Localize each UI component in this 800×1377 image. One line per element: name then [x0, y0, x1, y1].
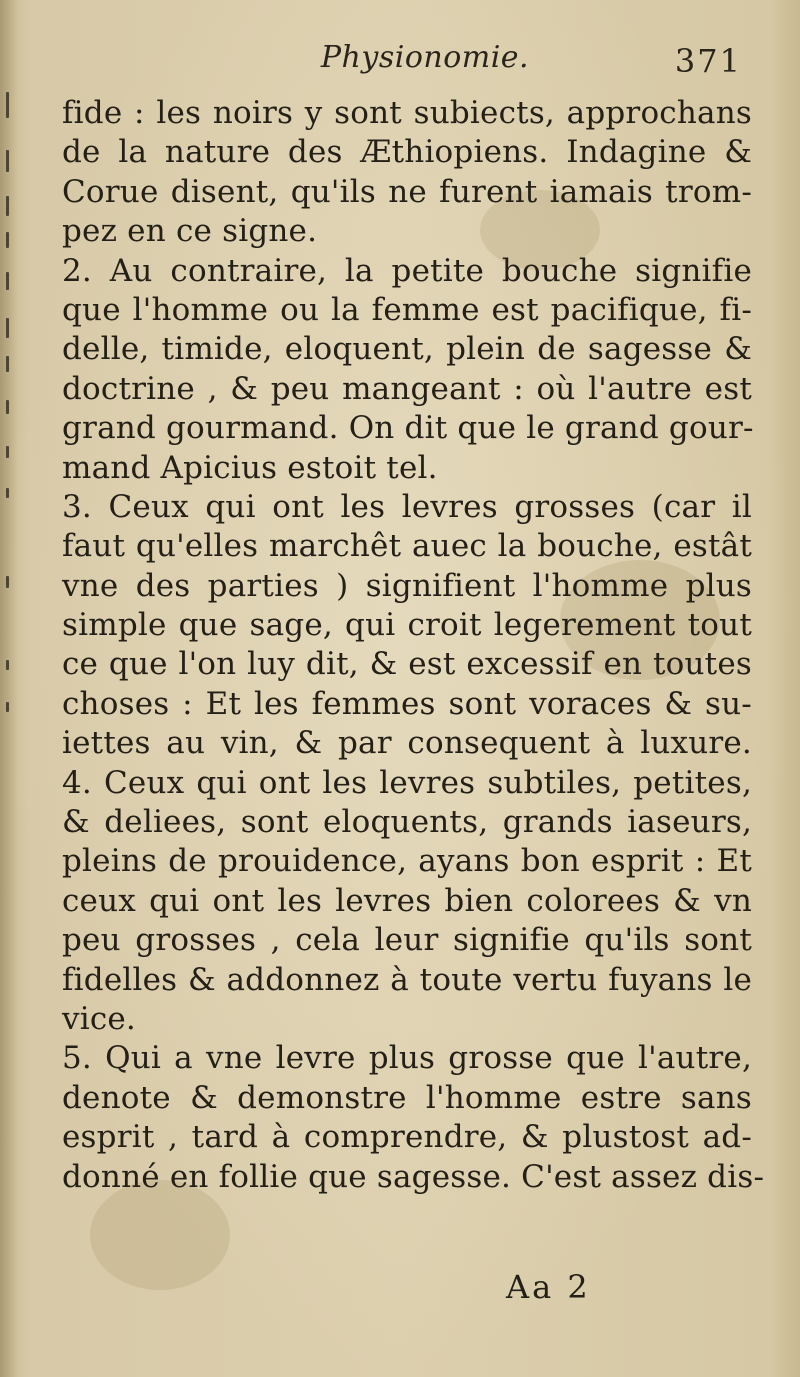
gutter-mark — [6, 318, 9, 338]
text-line: ce que l'on luy dit, & est excessif en toutes — [62, 646, 752, 683]
text-line: 3. Ceux qui ont les levres grosses (car il — [62, 488, 752, 525]
text-line: peu grosses , cela leur signifie qu'ils sont — [62, 922, 752, 959]
text-line: vice. — [62, 1000, 136, 1037]
text-line: que l'homme ou la femme est pacifique, fi- — [62, 291, 752, 328]
text-line: de la nature des Æthiopiens. Indagine & — [62, 134, 752, 171]
gutter-mark — [6, 400, 9, 414]
text-line: iettes au vin, & par consequent à luxure. — [62, 725, 752, 762]
text-line: 2. Au contraire, la petite bouche signifie — [62, 252, 752, 289]
text-line: 5. Qui a vne levre plus grosse que l'autre, — [62, 1040, 752, 1077]
binding-gutter — [0, 0, 18, 1377]
gutter-mark — [6, 446, 9, 458]
gutter-mark — [6, 232, 9, 248]
text-line: pez en ce signe. — [62, 213, 318, 250]
gutter-mark — [6, 488, 9, 498]
text-line: grand gourmand. On dit que le grand gour- — [62, 410, 754, 447]
text-line: ceux qui ont les levres bien colorees & vn — [62, 882, 752, 919]
running-head: Physionomie. — [320, 40, 530, 75]
gutter-mark — [6, 150, 9, 172]
text-line: 4. Ceux qui ont les levres subtiles, petites, — [62, 764, 752, 801]
text-line: choses : Et les femmes sont voraces & su- — [62, 685, 752, 722]
text-line: fidelles & addonnez à toute vertu fuyans le — [62, 961, 752, 998]
text-line: vne des parties ) signifient l'homme plus — [62, 567, 752, 604]
text-line: fide : les noirs y sont subiects, approchans — [62, 95, 752, 131]
gutter-mark — [6, 660, 9, 670]
text-line: Corue disent, qu'ils ne furent iamais trom- — [62, 173, 752, 210]
gutter-mark — [6, 196, 9, 216]
text-line: denote & demonstre l'homme estre sans — [62, 1079, 752, 1116]
gutter-mark — [6, 92, 9, 118]
text-line: mand Apicius estoit tel. — [62, 449, 438, 486]
text-line: delle, timide, eloquent, plein de sagesse & — [62, 331, 752, 368]
gutter-mark — [6, 702, 9, 712]
text-line: pleins de prouidence, ayans bon esprit : Et — [62, 843, 752, 880]
text-line: & deliees, sont eloquents, grands iaseurs, — [62, 804, 752, 841]
text-line: faut qu'elles marchêt auec la bouche, estât — [62, 528, 752, 565]
text-line: doctrine , & peu mangeant : où l'autre est — [62, 370, 752, 407]
text-line: esprit , tard à comprendre, & plustost ad- — [62, 1119, 752, 1156]
gutter-mark — [6, 356, 9, 372]
gutter-mark — [6, 576, 9, 588]
signature-mark: Aa 2 — [506, 1268, 591, 1306]
gutter-mark — [6, 272, 9, 290]
text-line: donné en follie que sagesse. C'est assez dis- — [62, 1158, 765, 1195]
text-line: simple que sage, qui croit legerement tout — [62, 607, 752, 644]
page-number: 371 — [674, 42, 742, 80]
body-text — [62, 94, 765, 1197]
